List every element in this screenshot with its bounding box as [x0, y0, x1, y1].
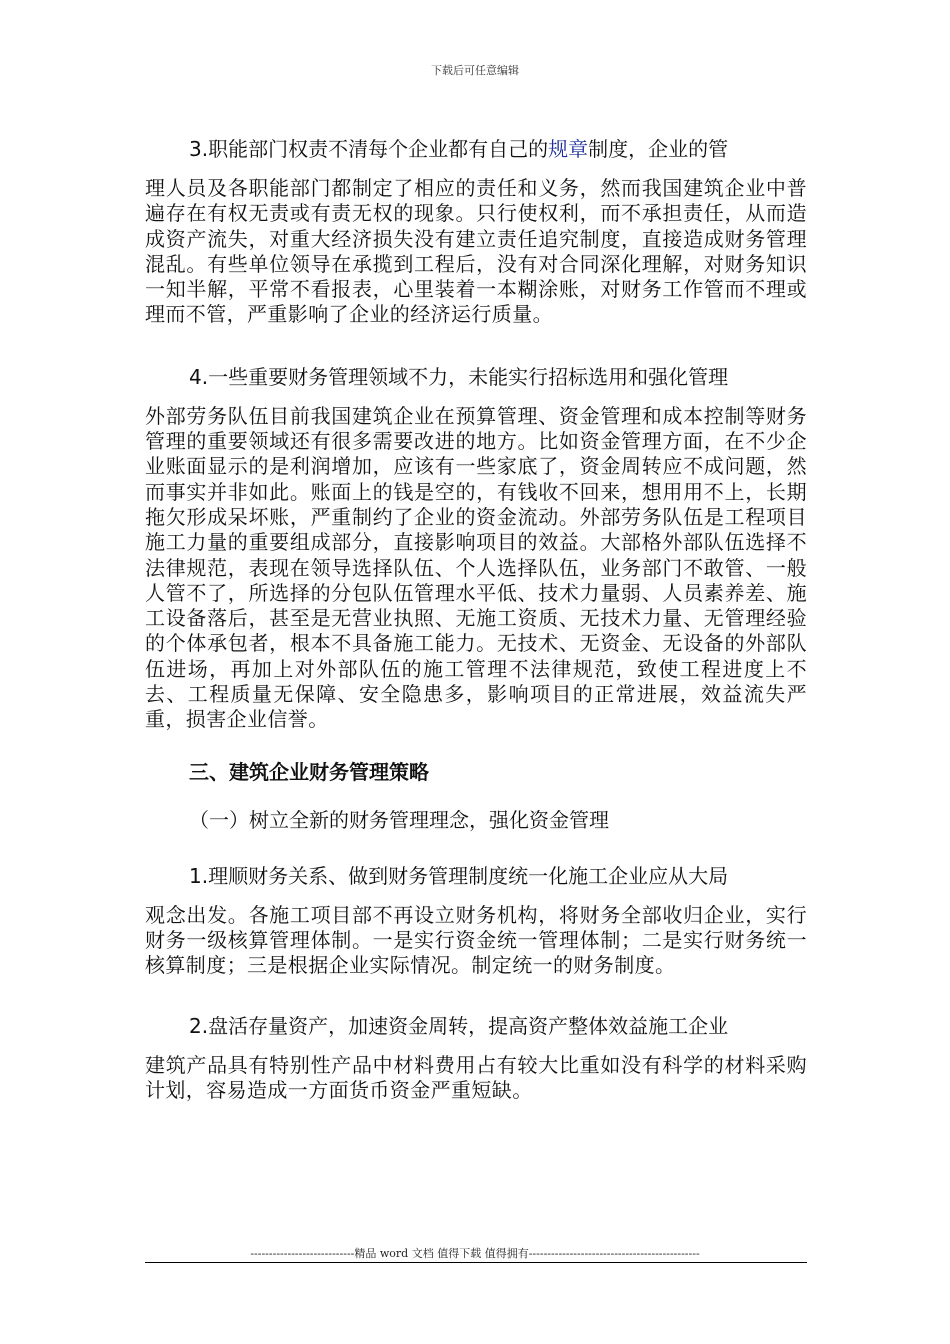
- lead-text: 一些重要财务管理领域不力，未能实行招标选用和强化管理: [208, 364, 729, 389]
- document-body: [145, 134, 807, 1103]
- section-3-body: 理人员及各职能部门都制定了相应的责任和义务，然而我国建筑企业中普遍存在有权无责或有责无权的现象。只行使权利，而不承担责任，从而造成资产流失，对重大经济损失没有建立责任追究制度，直接造成财务管理混乱。有些单位领导在承揽到工程后，没有对合同深化理解，对财务知识一知半解，平常不看报表，心里装着一本糊涂账，对财务工作管而不理或理而不管，严重影响了企业的经济运行质量。: [145, 176, 807, 327]
- section-number: 4.: [189, 364, 209, 389]
- item-1-body: 观念出发。各施工项目部不再设立财务机构，将财务全部收归企业，实行财务一级核算管理体制。一是实行资金统一管理体制；二是实行财务统一核算制度；三是根据企业实际情况。制定统一的财务制度。: [145, 902, 807, 978]
- lead-text: 理顺财务关系、做到财务管理制度统一化施工企业应从大局: [208, 863, 729, 888]
- chapter-heading: 三、建筑企业财务管理策略: [189, 759, 429, 784]
- page-header: 下载后可任意编辑: [431, 64, 519, 77]
- sub-heading: （一）树立全新的财务管理理念，强化资金管理: [189, 807, 609, 832]
- section-4-body: 外部劳务队伍目前我国建筑企业在预算管理、资金管理和成本控制等财务管理的重要领域还有很多需要改进的地方。比如资金管理方面，在不少企业账面显示的是利润增加，应该有一些家底了，资金周转应不成问题，然而事实并非如此。账面上的钱是空的，有钱收不回来，想用用不上，长期拖欠形成呆坏账，严重制约了企业的资金流动。外部劳务队伍是工程项目施工力量的重要组成部分，直接影响项目的效益。大部格外部队伍选择不法律规范，表现在领导选择队伍、个人选择队伍，业务部门不敢管、一般人管不了，所选择的分包队伍管理水平低、技术力量弱、人员素养差、施工设备落后，甚至是无营业执照、无施工资质、无技术力量、无管理经验的个体承包者，根本不具备施工能力。无技术、无资金、无设备的外部队伍进场，再加上对外部队伍的施工管理不法律规范，致使工程进度上不去、工程质量无保障、安全隐患多，影响项目的正常进展，效益流失严重，损害企业信誉。: [145, 403, 807, 732]
- section-number: 3.: [189, 137, 209, 161]
- regulation-link[interactable]: 规章: [548, 137, 589, 161]
- lead-text-end: 制度，企业的管: [588, 137, 729, 161]
- lead-text: 盘活存量资产，加速资金周转，提高资产整体效益施工企业: [208, 1013, 729, 1038]
- item-number: 2.: [189, 1013, 209, 1038]
- footer-divider: [145, 1262, 807, 1263]
- item-2-body: 建筑产品具有特别性产品中材料费用占有较大比重如没有科学的材料采购计划，容易造成一方面货币资金严重短缺。: [145, 1052, 807, 1102]
- item-1-lead: [145, 861, 807, 891]
- item-2-lead: [145, 1011, 807, 1041]
- section-3-lead: [145, 134, 807, 164]
- item-number: 1.: [189, 863, 209, 888]
- lead-text: 职能部门权责不清每个企业都有自己的: [208, 137, 549, 161]
- section-4-lead: [145, 362, 807, 392]
- page-footer: ----------------------------精品 word 文档 值得下载 值得拥有----------------------------------------------: [250, 1247, 700, 1260]
